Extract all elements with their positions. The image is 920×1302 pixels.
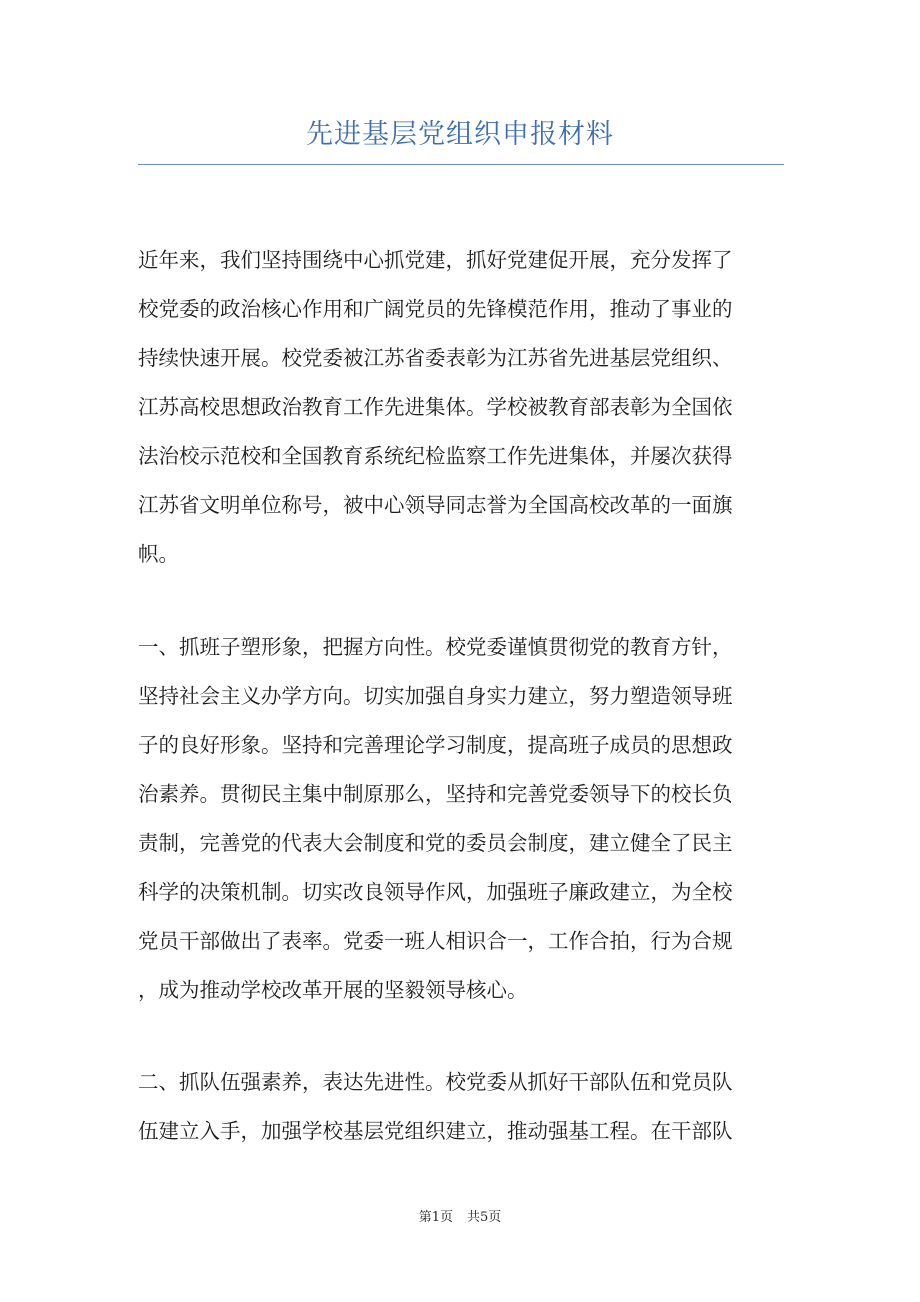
text-line: ，成为推动学校改革开展的坚毅领导核心。 [138,978,528,1002]
text-line: 法治校示范校和全国教育系统纪检监察工作先进集体，并屡次获得 [138,444,733,468]
text-line: 党员干部做出了表率。党委一班人相识合一，工作合拍，行为合规 [138,929,733,953]
text-line: 江苏高校思想政治教育工作先进集体。学校被教育部表彰为全国依 [138,395,733,419]
text-line: 坚持社会主义办学方向。切实加强自身实力建立，努力塑造领导班 [138,684,733,708]
paragraph-intro [138,236,783,579]
text-line: 持续快速开展。校党委被江苏省委表彰为江苏省先进基层党组织、 [138,346,733,370]
page-footer [0,1206,920,1225]
page-number: 第1页 [418,1210,453,1225]
text-line: 帜。 [138,542,179,566]
text-line: 伍建立入手，加强学校基层党组织建立，推动强基工程。在干部队 [138,1119,733,1143]
text-line: 子的良好形象。坚持和完善理论学习制度，提高班子成员的思想政 [138,733,733,757]
text-line: 二、抓队伍强素养，表达先进性。校党委从抓好干部队伍和党员队 [138,1070,733,1094]
text-line: 江苏省文明单位称号，被中心领导同志誉为全国高校改革的一面旗 [138,493,733,517]
text-line: 治素养。贯彻民主集中制原那么，坚持和完善党委领导下的校长负 [138,782,733,806]
text-line: 一、抓班子塑形象，把握方向性。校党委谨慎贯彻党的教育方针， [138,635,733,659]
text-line: 校党委的政治核心作用和广阔党员的先锋模范作用，推动了事业的 [138,297,733,321]
text-line: 近年来，我们坚持围绕中心抓党建，抓好党建促开展，充分发挥了 [138,248,733,272]
paragraph-section-two [138,1058,783,1156]
text-line: 责制，完善党的代表大会制度和党的委员会制度，建立健全了民主 [138,831,733,855]
page-total: 共5页 [467,1210,502,1225]
document-title: 先进基层党组织申报材料 [306,119,614,150]
title-underline [138,164,784,165]
paragraph-section-one [138,623,783,1015]
text-line: 科学的决策机制。切实改良领导作风，加强班子廉政建立，为全校 [138,880,733,904]
